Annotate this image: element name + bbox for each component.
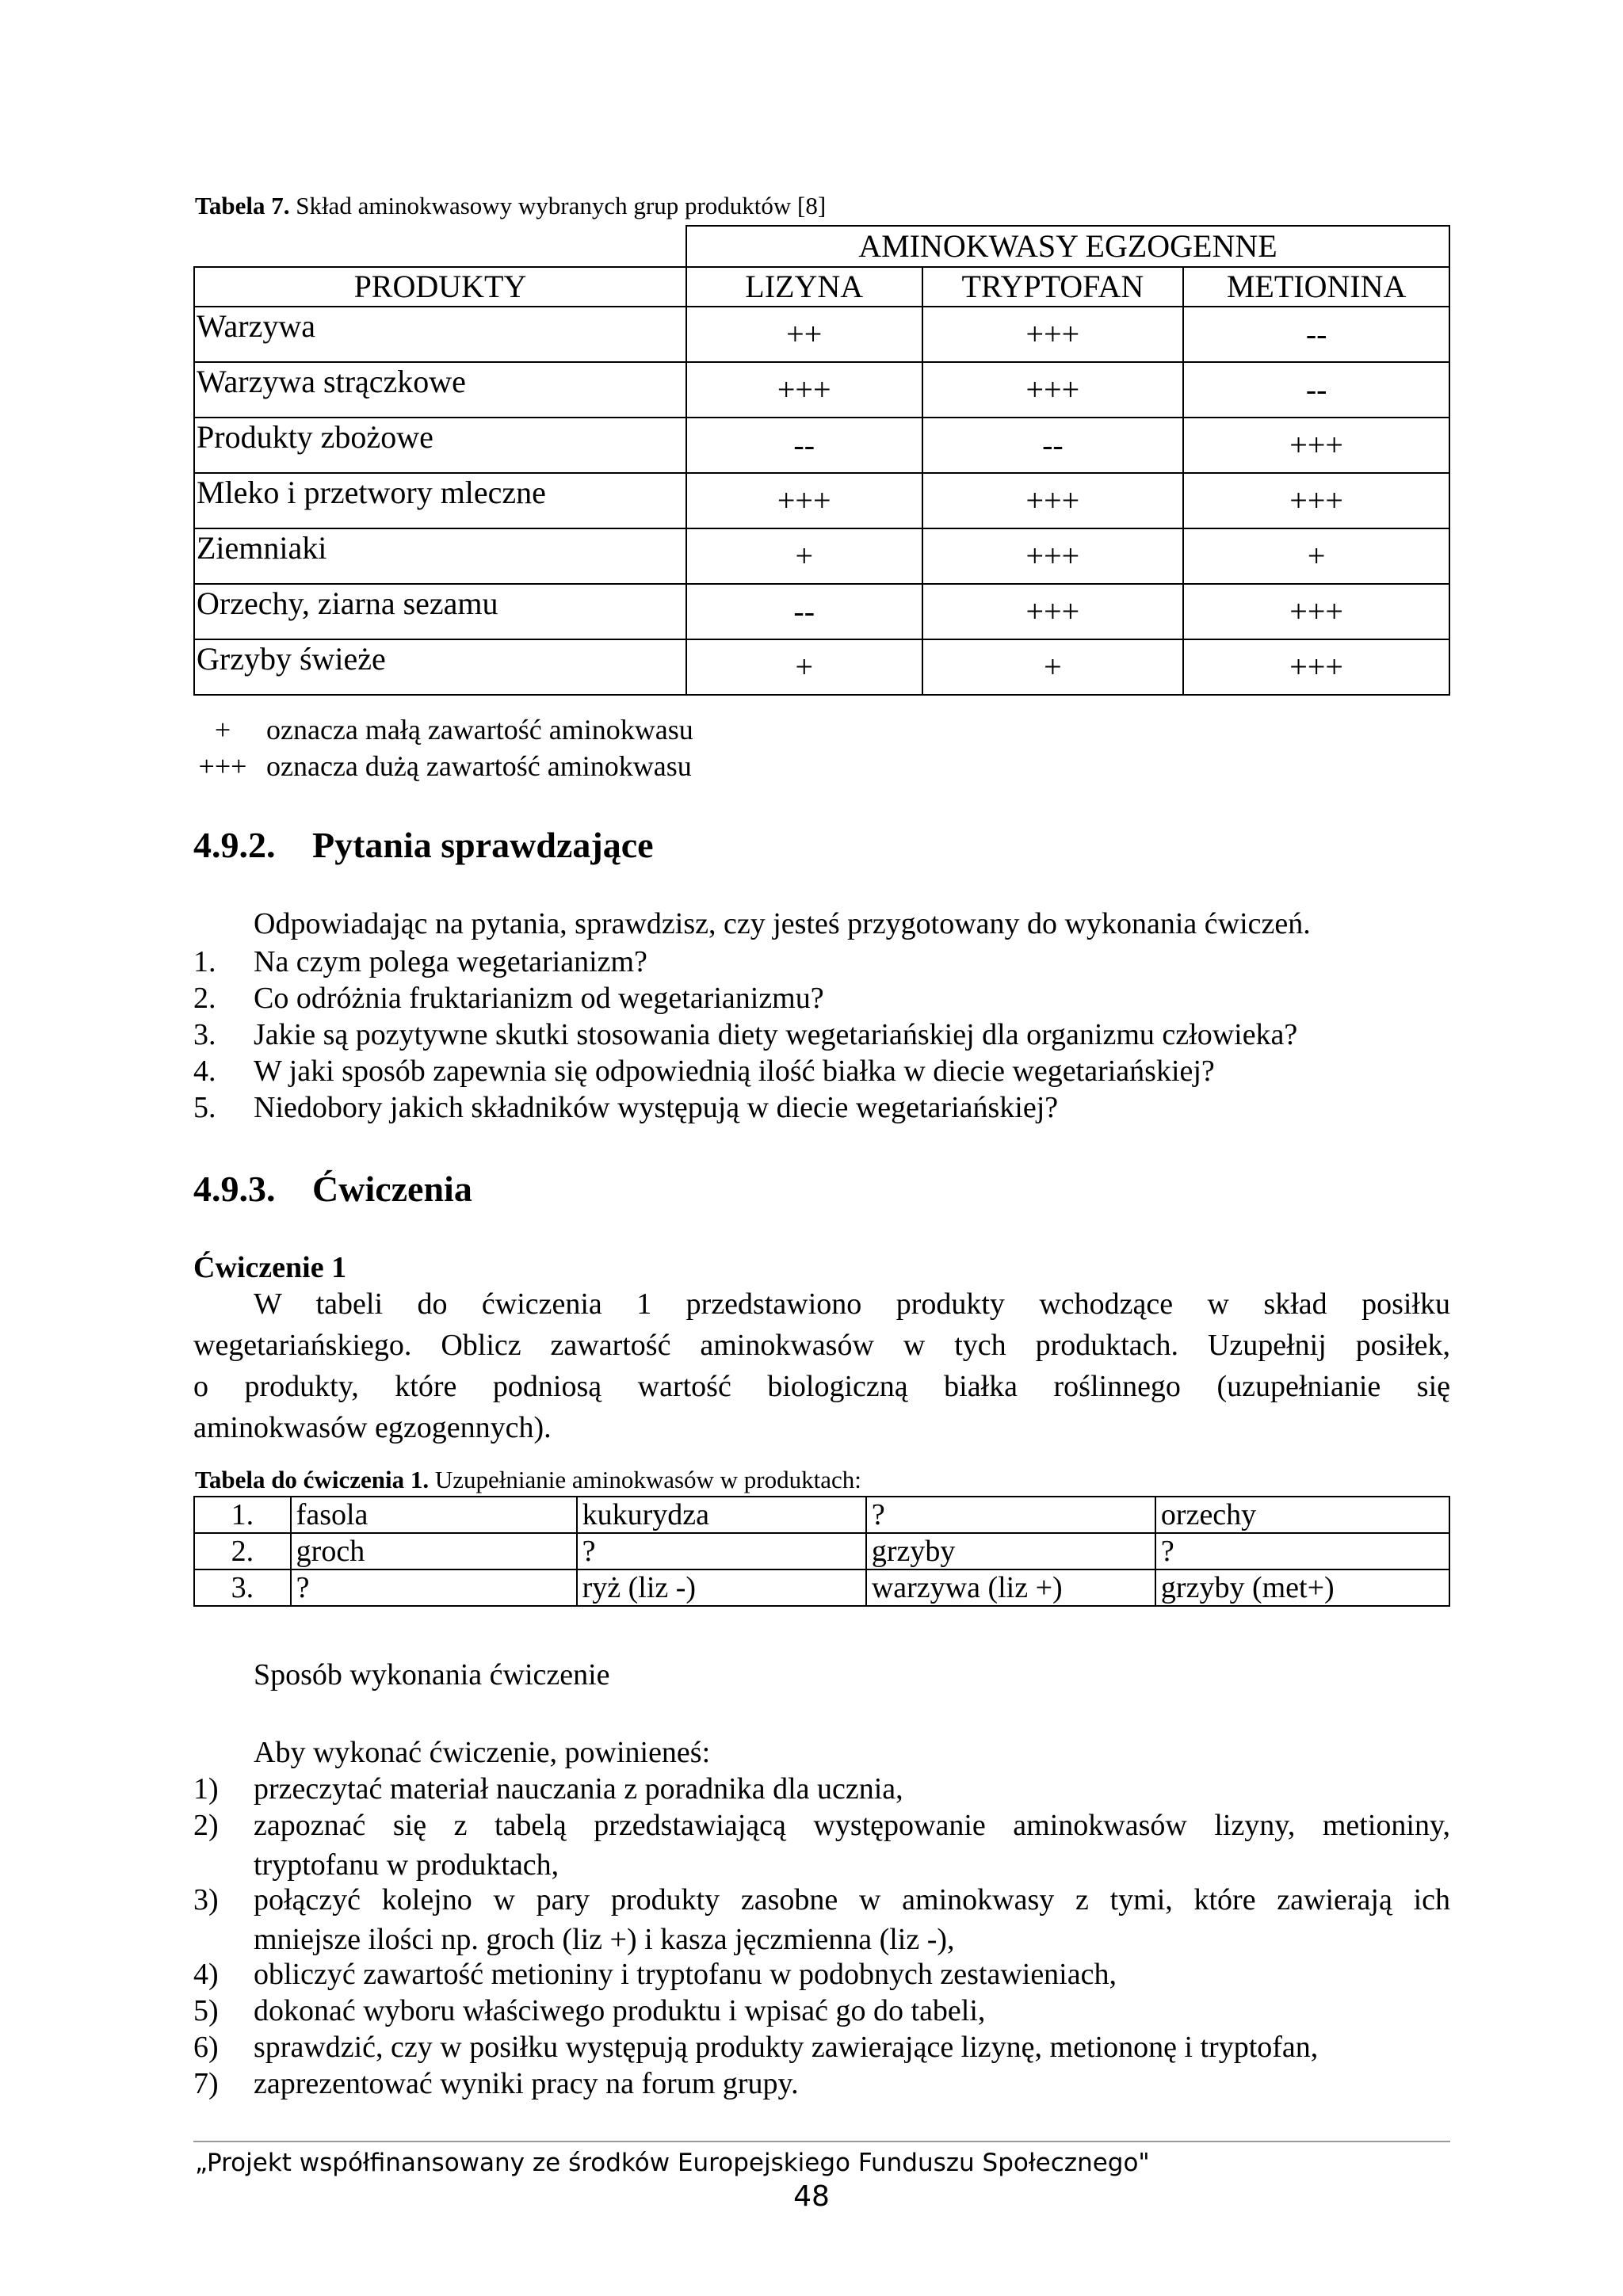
group-header: AMINOKWASY EGZOGENNE (686, 226, 1449, 267)
list-text: Niedobory jakich składników występują w diecie wegetariańskiej? (254, 1091, 1059, 1124)
exercise-table-caption-text: Uzupełnianie aminokwasów w produktach: (429, 1466, 861, 1493)
legend-text: oznacza małą zawartość aminokwasu (266, 714, 693, 746)
step-item (193, 1993, 985, 2028)
list-number: 2. (193, 982, 216, 1015)
exercise-paragraph (193, 1287, 1450, 1445)
step-item (193, 1808, 1450, 1882)
table-row (194, 226, 1449, 267)
table-cell: grzyby (866, 1533, 1155, 1569)
step-number: 5) (193, 1994, 219, 2027)
tryptophan-value: +++ (922, 584, 1184, 639)
step-item (193, 1882, 1450, 1957)
table-header-row (194, 267, 1449, 307)
method-title: Sposób wykonania ćwiczenie (254, 1658, 610, 1691)
list-item (193, 1017, 1297, 1052)
tryptophan-value: + (922, 639, 1184, 695)
legend-symbol: +++ (198, 750, 247, 782)
table7-caption-text: Skład aminokwasowy wybranych grup produktów [8] (289, 192, 827, 219)
tryptophan-value: +++ (922, 307, 1184, 362)
lysine-value: + (686, 528, 922, 584)
step-number: 3) (193, 1883, 219, 1917)
col-header-tryptophan: TRYPTOFAN (922, 267, 1184, 307)
step-number: 4) (193, 1958, 219, 1991)
list-item (193, 1090, 1058, 1125)
exercise-table-caption-label: Tabela do ćwiczenia 1. (195, 1466, 430, 1493)
step-text: sprawdzić, czy w posiłku występują produkty zawierające lizynę, metiononę i tryptofan, (254, 2031, 1319, 2064)
table-cell: fasola (291, 1497, 577, 1533)
table7-caption-label: Tabela 7. (195, 192, 290, 219)
list-text: Co odróżnia fruktarianizm od wegetarianizmu? (254, 982, 824, 1015)
row-number: 1. (194, 1497, 291, 1533)
list-number: 4. (193, 1055, 216, 1088)
tryptophan-value: +++ (922, 473, 1184, 528)
paragraph-line: W tabeli do ćwiczenia 1 przedstawiono produkty wchodzące w skład posiłku (254, 1287, 1450, 1321)
product-name: Orzechy, ziarna sezamu (194, 584, 686, 639)
list-item (193, 981, 824, 1016)
table-row (194, 1569, 1449, 1606)
col-header-lysine: LIZYNA (686, 267, 922, 307)
legend-symbol: + (214, 714, 231, 746)
product-name: Ziemniaki (194, 528, 686, 584)
list-text: Na czym polega wegetarianizm? (254, 945, 647, 978)
lysine-value: -- (686, 418, 922, 473)
paragraph-line: aminokwasów egzogennych). (193, 1411, 552, 1444)
section-title: Pytania sprawdzające (312, 825, 654, 865)
row-number: 2. (194, 1533, 291, 1569)
exercise-table-caption (195, 1466, 861, 1494)
table-cell: grzyby (met+) (1155, 1569, 1449, 1606)
paragraph-line: o produkty, które podniosą wartość biologiczną białka roślinnego (uzupełnianie się (193, 1370, 1450, 1403)
list-item (193, 944, 647, 979)
table-row (194, 639, 1449, 695)
footer-divider (193, 2141, 1450, 2142)
tryptophan-value: +++ (922, 362, 1184, 418)
product-name: Warzywa (194, 307, 686, 362)
tryptophan-value: +++ (922, 528, 1184, 584)
step-item (193, 1772, 903, 1806)
step-number: 1) (193, 1772, 219, 1806)
product-name: Grzyby świeże (194, 639, 686, 695)
exercise-heading: Ćwiczenie 1 (193, 1251, 347, 1284)
section-heading-exercises (193, 1168, 472, 1210)
step-text-continued: mniejsze ilości np. groch (liz +) i kasza jęczmienna (liz -), (254, 1923, 955, 1956)
table-cell: orzechy (1155, 1497, 1449, 1533)
step-text-continued: tryptofanu w produktach, (254, 1848, 559, 1882)
col-header-product: PRODUKTY (194, 267, 686, 307)
methionine-value: +++ (1183, 473, 1449, 528)
list-text: W jaki sposób zapewnia się odpowiednią ilość białka w diecie wegetariańskiej? (254, 1055, 1215, 1088)
methionine-value: +++ (1183, 584, 1449, 639)
product-name: Warzywa strączkowe (194, 362, 686, 418)
table-corner (194, 226, 686, 267)
methionine-value: -- (1183, 307, 1449, 362)
methionine-value: +++ (1183, 639, 1449, 695)
table-row (194, 473, 1449, 528)
step-number: 2) (193, 1809, 219, 1842)
row-number: 3. (194, 1569, 291, 1606)
section-number: 4.9.2. (193, 825, 276, 865)
list-text: Jakie są pozytywne skutki stosowania diety wegetariańskiej dla organizmu człowieka? (254, 1018, 1298, 1051)
table-row (194, 584, 1449, 639)
table-row (194, 1533, 1449, 1569)
section-heading-questions (193, 824, 654, 866)
questions-intro: Odpowiadając na pytania, sprawdzisz, czy jesteś przygotowany do wykonania ćwiczeń. (254, 907, 1311, 940)
step-text: zapoznać się z tabelą przedstawiającą występowanie aminokwasów lizyny, metioniny, (254, 1809, 1450, 1842)
product-name: Produkty zbożowe (194, 418, 686, 473)
table-cell: ? (1155, 1533, 1449, 1569)
legend-text: oznacza dużą zawartość aminokwasu (266, 750, 692, 782)
page-number: 48 (793, 2180, 830, 2213)
list-number: 1. (193, 945, 216, 978)
table-cell: ? (291, 1569, 577, 1606)
table-row (194, 362, 1449, 418)
table-cell: warzywa (liz +) (866, 1569, 1155, 1606)
step-number: 6) (193, 2031, 219, 2064)
step-text: zaprezentować wyniki pracy na forum grupy. (254, 2067, 799, 2100)
step-text: przeczytać materiał nauczania z poradnika dla ucznia, (254, 1772, 903, 1806)
exercise-table (193, 1496, 1450, 1607)
method-intro: Aby wykonać ćwiczenie, powinieneś: (254, 1736, 711, 1769)
lysine-value: +++ (686, 362, 922, 418)
table-cell: ? (866, 1497, 1155, 1533)
lysine-value: +++ (686, 473, 922, 528)
lysine-value: -- (686, 584, 922, 639)
table-cell: kukurydza (577, 1497, 866, 1533)
paragraph-line: wegetariańskiego. Oblicz zawartość aminokwasów w tych produktach. Uzupełnij posiłek, (193, 1329, 1450, 1362)
step-text: dokonać wyboru właściwego produktu i wpisać go do tabeli, (254, 1994, 986, 2027)
table-cell: groch (291, 1533, 577, 1569)
step-item (193, 2066, 799, 2101)
methionine-value: + (1183, 528, 1449, 584)
step-number: 7) (193, 2067, 219, 2100)
table-cell: ryż (liz -) (577, 1569, 866, 1606)
step-text: obliczyć zawartość metioniny i tryptofanu w podobnych zestawieniach, (254, 1958, 1117, 1991)
section-title: Ćwiczenia (312, 1169, 472, 1209)
methionine-value: +++ (1183, 418, 1449, 473)
section-number: 4.9.3. (193, 1169, 276, 1209)
step-item (193, 2030, 1318, 2065)
lysine-value: + (686, 639, 922, 695)
legend-item (193, 749, 692, 783)
product-name: Mleko i przetwory mleczne (194, 473, 686, 528)
methionine-value: -- (1183, 362, 1449, 418)
legend-item (193, 713, 693, 746)
table-row (194, 528, 1449, 584)
footer-text: „Projekt współfinansowany ze środków Europejskiego Funduszu Społecznego" (195, 2149, 1150, 2177)
table-row (194, 418, 1449, 473)
col-header-methionine: METIONINA (1183, 267, 1449, 307)
table-row (194, 307, 1449, 362)
step-item (193, 1957, 1117, 1992)
list-item (193, 1054, 1215, 1089)
lysine-value: ++ (686, 307, 922, 362)
table-row (194, 1497, 1449, 1533)
tryptophan-value: -- (922, 418, 1184, 473)
step-text: połączyć kolejno w pary produkty zasobne w aminokwasy z tymi, które zawierają ich (254, 1883, 1450, 1917)
table7-caption (195, 192, 826, 220)
table-cell: ? (577, 1533, 866, 1569)
list-number: 3. (193, 1018, 216, 1051)
list-number: 5. (193, 1091, 216, 1124)
amino-acid-table (193, 225, 1450, 696)
